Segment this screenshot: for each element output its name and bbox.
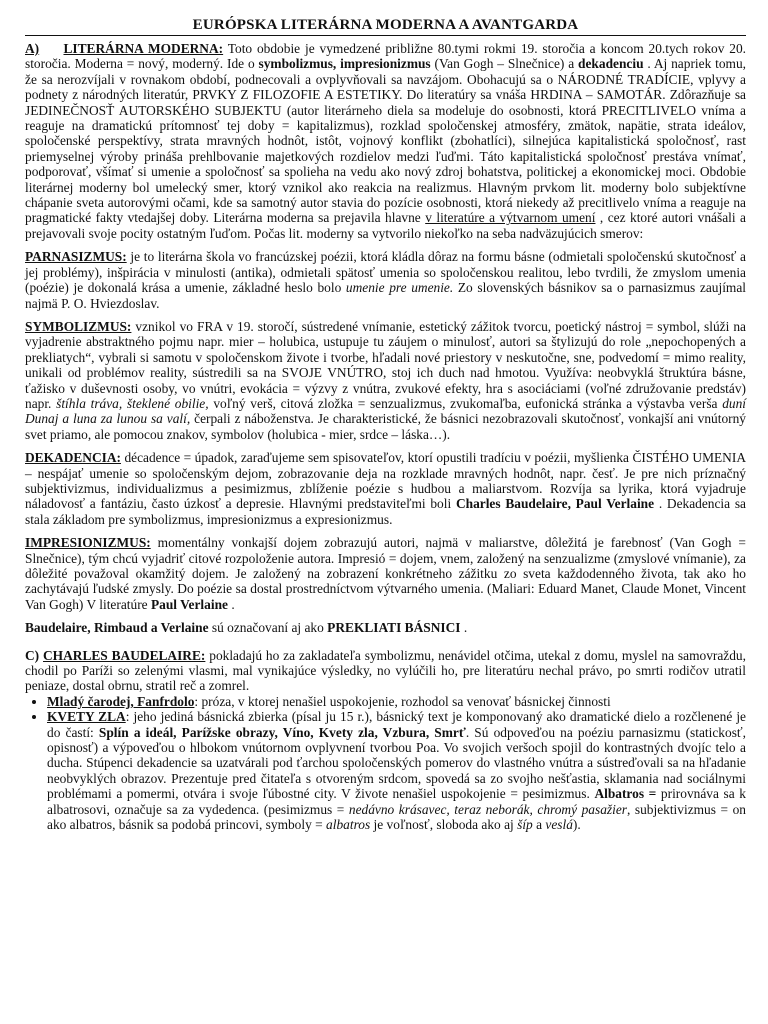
work-bold: Albatros = [594, 786, 657, 802]
work-text: , subjektivizmus = on ako albatros, básnik sa podobá princovi, symboly = [47, 801, 747, 833]
dekadencia-text: . Dekadencia sa stala základom pre symbolizmus, impresionizmus a expresionizmus. [25, 496, 746, 527]
impresionizmus-text: . [231, 596, 235, 612]
work-text: . Sú odpoveďou na poéziu parnasizmu (statickosť, opisnosť) a výpoveďou o hlbokom vnútornom ovplyvnení tvorbou Poa. Vo svojich veršoch spojil do kontrastných dvojíc telo a ducha. Stúpenci dekadencie sa uzatvárali pod ťarchou spoločenských pomerov do vlastného vnútra a sústreďovali sa na hľadanie neobvyklých obrazov. Prezentuje pred čitateľa s otvoreným srdcom, spovedá sa zo svojho nešťastia, sklamania nad sociálnymi problémami a pomermi, otvára i svoje ľúbostné city. V živote nenašiel uspokojenie = pesimizmus. [47, 724, 746, 802]
section-a-bold: symbolizmus, impresionizmus [258, 56, 431, 72]
parnasizmus-italic: umenie pre umenie. [345, 280, 454, 296]
work-italic: nedávno krásavec, teraz neborák, chromý pasažier [348, 801, 627, 817]
work-text: : jeho jediná básnická zbierka (písal ju 15 r.), básnický text je komponovaný ako dramatické dielo a rozčlenené je do častí: [47, 709, 746, 740]
section-c-heading: CHARLES BAUDELAIRE: [43, 647, 206, 663]
dekadencia-text: décadence = úpadok, zaraďujeme sem spisovateľov, ktorí opustili tradíciu v poézii, myšlienka ČISTÉHO UMENIA – nespájať umenie so spoločenským dejom, zobrazovanie deja na rozklade mravných hodnôt, napr. česť. Je pre nich príznačný subjektivizmus, individualizmus a pesimizmus, zblíženie poézie s hudbou a maliarstvom. Rozvíja sa lyrika, ktorá vyjadruje náladovosť a fantáziu, často úzkosť a depresie. Hlavnými predstaviteľmi boli [25, 450, 746, 512]
dekadencia-heading: DEKADENCIA: [25, 450, 121, 466]
work-text: prirovnáva sa k albatrosovi, označuje sa za vydedenca. (pesimizmus = [47, 786, 746, 817]
section-c-text: pokladajú ho za zakladateľa symbolizmu, nenávidel otčima, utekal z domu, myslel na samovraždu, chodil po Paríži so zelenými vlasmi, mal vynikajúce výsledky, no vylúčili ho, pre literatúru nechal právo, po smrti rodičov utratil peniaze, dostal obrnu, stratil reč a zomrel. [25, 647, 746, 694]
work-italic: veslá [545, 817, 573, 833]
document-title: EURÓPSKA LITERÁRNA MODERNA A AVANTGARDA [25, 16, 746, 36]
prekliati-names: Baudelaire, Rimbaud a Verlaine [25, 620, 209, 636]
work-text: : próza, v ktorej nenašiel uspokojenie, rozhodol sa venovať básnickej činnosti [194, 693, 611, 709]
work-text: ). [572, 817, 581, 833]
work-title: KVETY ZLA [47, 709, 126, 725]
work-title: Mladý čarodej, Fanfrdolo [47, 693, 195, 709]
section-a-text: Toto obdobie je vymedzené približne 80.tymi rokmi 19. storočia a koncom 20.tych rokov 20. storočia. Moderna = nový, moderný. Ide o [25, 41, 747, 72]
symbolizmus-text: voľný verš, citová zložka = senzualizmus, zvukomaľba, eufonická stránka a výstavba verša [213, 395, 723, 411]
section-a-label: A) [25, 41, 40, 56]
work-italic: šíp [517, 817, 533, 833]
prekliati-paragraph [25, 620, 746, 635]
work-parts: Splín a ideál, Parížske obrazy, Víno, Kvety zla, Vzbura, Smrť [98, 724, 466, 740]
impresionizmus-text: momentálny vonkajší dojem zobrazujú autori, najmä v maliarstve, dôležitá je farebnosť (Van Gogh = Slnečnice), tým chcú vyjadriť citové rozpoloženie autora. Impresió = dojem, vnem, založený na senzualizme (zmyslové vnímanie), za dôležité považoval okamžitý dojem. Je založený na zobrazení konkrétneho zážitku zo sveta každodenného života, tak ako ho zachytávajú ľudské zmysly. Do poézie sa dostal prostredníctvom výtvarného umenia. (Maliari: Eduard Manet, Claude Monet, Vincent Van Gogh) V literatúre [25, 535, 746, 612]
section-c-label: C) [25, 647, 40, 663]
symbolizmus-italic: štíhla tráva, šteklené obilie, [56, 395, 209, 411]
parnasizmus-text: Zo slovenských básnikov sa o parnasizmus zaujímal najmä P. O. Hviezdoslav. [25, 280, 746, 311]
parnasizmus-heading: PARNASIZMUS: [25, 249, 127, 265]
symbolizmus-paragraph [25, 319, 746, 442]
prekliati-text: sú označovaní aj ako [211, 620, 328, 636]
work-text: a [532, 817, 546, 833]
parnasizmus-text: je to literárna škola vo francúzskej poézii, ktorá kládla dôraz na formu básne (odmietali spoločenskú skutočnosť a jej problémy), inšpirácia v minulosti (antika), odmietali spätosť umenia so spoločenskou realitou, lebo tvrdili, že zmyslom umenia (poézie) je dokonalá krása a umenie, základné heslo bolo [25, 249, 746, 296]
work-italic: albatros [326, 817, 371, 833]
prekliati-text: . [463, 620, 468, 636]
list-item [47, 694, 746, 709]
work-list [25, 694, 746, 833]
impresionizmus-heading: IMPRESIONIZMUS: [25, 535, 151, 551]
section-a-underlined: v literatúre a výtvarnom umení [425, 210, 596, 226]
section-a-bold: dekadenciu [578, 56, 644, 72]
symbolizmus-text: vznikol vo FRA v 19. storočí, sústredené vnímanie, estetický zážitok tvorcu, poetický nástroj = symbol, slúži na vyjadrenie abstraktného pojmu napr. mier – holubica, ustupuje tu záujem o minulosť, autori sa štylizujú do role „nepochopených a prekliatych“, vybrali si samotu v spoločenskom živote i tvorbe, hľadali nové priestory v neskutočne, snе, podvedomí = mimo reality, unikali od problémov reality, sústredili sa na SVOJE VNÚTRO, stoj ich duch nad hmotou. Využíva: neobvyklá štruktúra básne, ťažisko v duševnosti osoby, vo vnútri, evokácia = výzvy z vnútra, zvukové efekty, hra s asociáciami (voľné združovanie predstáv) napr. [25, 318, 746, 411]
list-item [47, 709, 746, 832]
section-a-heading: LITERÁRNA MODERNA: [63, 41, 224, 56]
section-c-paragraph [25, 648, 746, 694]
parnasizmus-paragraph [25, 249, 746, 311]
prekliati-term: PREKLIATI BÁSNICI [327, 620, 461, 636]
symbolizmus-heading: SYMBOLIZMUS: [25, 318, 132, 334]
symbolizmus-text: čerpali z náboženstva. Je charakteristické, že básnici nezobrazovali skutočnosť, vonkajší ani vnútorný svet priamo, ale pomocou znakov, symbolov (holubica - mier, srdce – láska…). [25, 411, 746, 442]
impresionizmus-paragraph [25, 535, 746, 612]
work-text: je voľnosť, sloboda ako aj [370, 817, 518, 833]
section-a-text: , cez ktoré autori vnášali a prejavovali svoje pocity ostatným ľuďom. Počas lit. moderny sa vytvorilo niekoľko na seba nadväzujúcich smerov: [25, 210, 746, 241]
section-a-text: (Van Gogh – Slnečnice) a [434, 56, 579, 72]
dekadencia-bold: Charles Baudelaire, Paul Verlaine [455, 496, 655, 512]
dekadencia-paragraph [25, 450, 746, 527]
section-a-paragraph [25, 41, 746, 241]
section-a-text: . Aj napriek tomu, že sa nerozvíjali v rovnakom období, podnecovali a ovplyvňovali sa navzájom. Obohacujú sa o NÁRODNÉ TRADÍCIE, vplyvy a podnety z národných literatúr, PRVKY Z FILOZOFIE A ESTETIKY. Do literatúry sa vnáša HRDINA – SAMOTÁR. Zdôrazňuje sa JEDINEČNOSŤ AUTORSKÉHO SUBJEKTU (autor literárneho diela sa modeluje do osobnosti, ktorá PRECITLIVELO vníma a reaguje na dramatickú prítomnosť tej doby = kapitalizmus), rozklad spoločenskej atmosféry, zmätok, napätie, strata ideálov, spoločenské perspektívy, strata mravných hodnôt, istôt, vojnový konflikt (zbohatlíci), silnejúca kapitalistická spoločnosť, rast priemyselnej výroby prináša prehlbovanie majetkových rozdielov medzi ľuďmi. Táto kapitalistická spoločnosť prestáva vnímať, podporovať, všímať si umenie a spoločnosť sa spolieha na vedu ako nový zdroj bohatstva, politickej a ekonomickej moci. Obdobie literárnej moderny bol umelecký smer, ktorý vznikol ako reakcia na realizmus. Hlavným prvkom lit. moderny bolo subjektívne chápanie sveta autorovými očami, kde sa samotný autor stavia do pozície osobnosti, ktorá niekedy až precitlivelo vníma a reaguje na pragmatické fakty vtedajšej doby. Literárna moderna sa prejavila hlavne [25, 56, 746, 226]
impresionizmus-bold: Paul Verlaine [150, 596, 228, 612]
symbolizmus-italic: duní Dunaj a luna za lunou sa valí, [25, 395, 747, 427]
